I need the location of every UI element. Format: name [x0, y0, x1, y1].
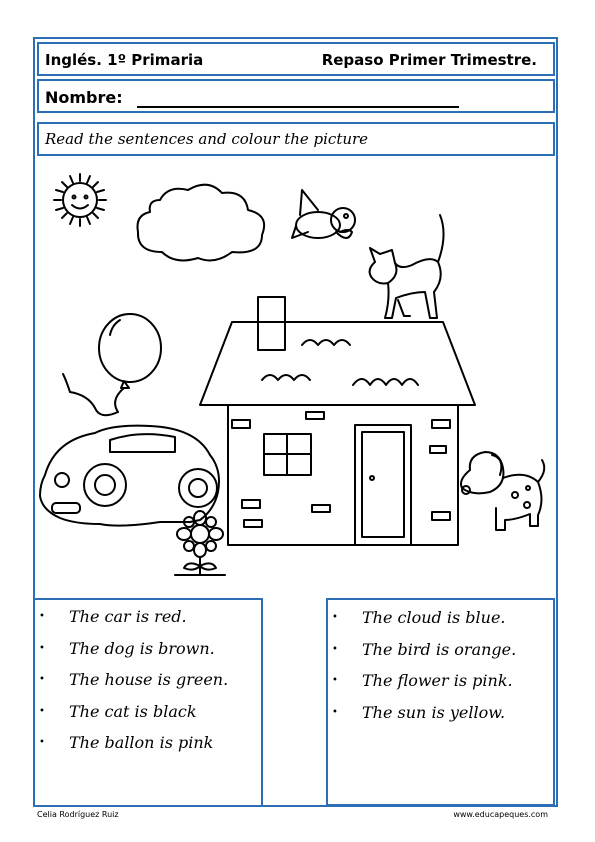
sentences-left-box: [33, 598, 263, 807]
bird-icon[interactable]: [292, 190, 355, 238]
name-label: Nombre:: [45, 88, 123, 107]
review-title: Repaso Primer Trimestre.: [321, 51, 537, 69]
list-item: • The sun is yellow.: [328, 697, 553, 729]
instruction-text: Read the sentences and colour the picture: [45, 130, 369, 148]
list-item: • The bird is orange.: [328, 634, 553, 666]
list-item: • The cat is black: [35, 696, 261, 728]
sentences-right-list: [328, 602, 553, 728]
house-icon[interactable]: [200, 297, 475, 545]
list-item: • The house is green.: [35, 664, 261, 696]
cloud-icon[interactable]: [138, 185, 265, 261]
list-item: • The ballon is pink: [35, 727, 261, 759]
sun-icon[interactable]: [54, 174, 106, 226]
balloon-icon[interactable]: [63, 314, 161, 415]
cat-icon[interactable]: [370, 215, 444, 318]
list-item: • The dog is brown.: [35, 633, 261, 665]
list-item: • The cloud is blue.: [328, 602, 553, 634]
subject-title: Inglés. 1º Primaria: [45, 51, 204, 69]
footer-site[interactable]: www.educapeques.com: [453, 810, 548, 819]
list-item: • The car is red.: [35, 601, 261, 633]
footer-author: Celia Rodríguez Ruiz: [37, 810, 119, 819]
dog-icon[interactable]: [461, 452, 544, 530]
sentences-left-list: [35, 601, 261, 759]
sentences-right-box: [326, 598, 555, 806]
list-item: • The flower is pink.: [328, 665, 553, 697]
car-icon[interactable]: [40, 426, 219, 526]
